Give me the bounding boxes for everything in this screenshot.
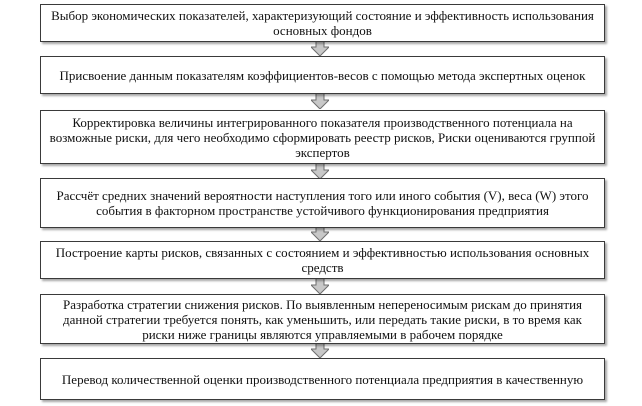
step-7-text: Перевод количественной оценки производственного потенциала предприятия в качественную [61, 371, 584, 387]
step-3-box [40, 110, 605, 164]
step-1-box [40, 4, 605, 42]
arrow-down-icon [311, 93, 329, 109]
step-6-text: Разработка стратегии снижения рисков. По выявленным непереносимым рискам до принятия данной стратегии требуется понять, как уменьшить, или передать такие риски, в то время как риски ниже границы являются управляемыми в рабочем порядке [62, 296, 583, 342]
arrow-down-icon [311, 40, 329, 56]
step-4-text: Рассчёт средних значений вероятности наступления того или иного события (V), веса (W) этого события в факторном пространстве устойчивого функционирования предприятия [56, 188, 589, 218]
arrow-down-icon [311, 342, 329, 358]
arrow-down-icon [311, 163, 329, 179]
arrow-down-icon [311, 278, 329, 294]
step-1-text: Выбор экономических показателей, характеризующий состояние и эффективность использования основных фондов [51, 8, 594, 38]
step-2-box [40, 56, 605, 94]
step-5-text: Построение карты рисков, связанных с состоянием и эффективностью использования основных средств [55, 245, 590, 275]
step-3-text: Корректировка величины интегрированного показателя производственного потенциала на возможные риски, для чего необходимо сформировать реестр рисков, Риски оцениваются группой экспертов [49, 114, 596, 160]
step-7-box [40, 358, 605, 400]
step-6-box [40, 294, 605, 344]
step-2-text: Присвоение данным показателям коэффициентов-весов с помощью метода экспертных оценок [59, 67, 586, 83]
step-5-box [40, 241, 605, 279]
step-4-box [40, 178, 605, 228]
